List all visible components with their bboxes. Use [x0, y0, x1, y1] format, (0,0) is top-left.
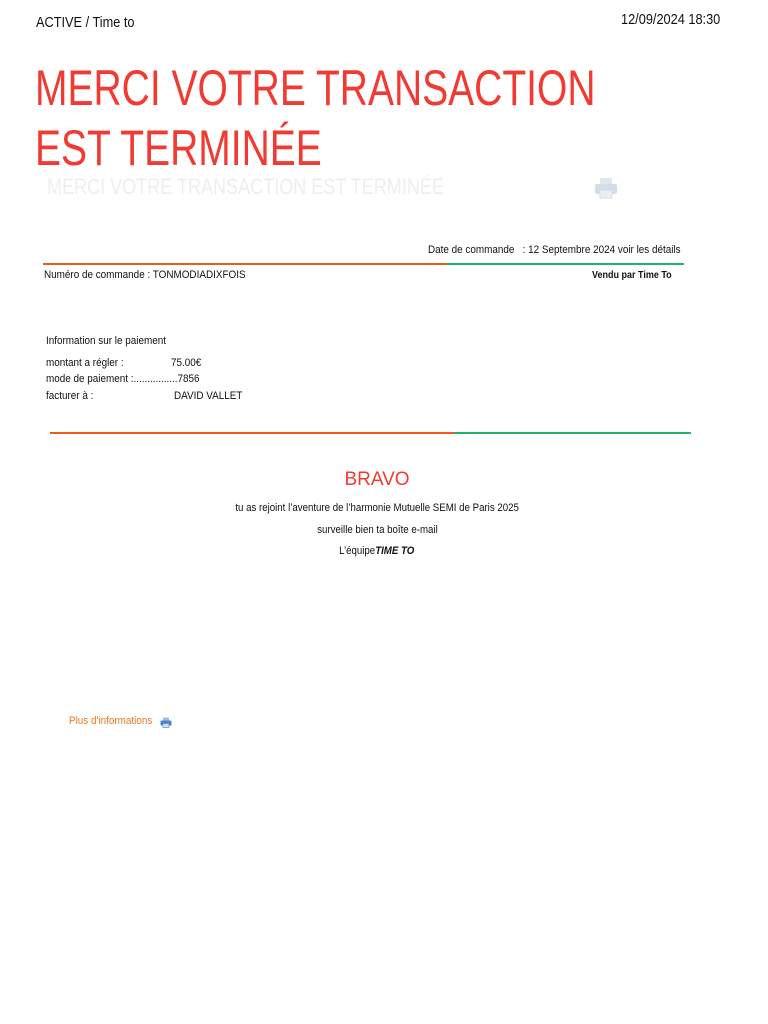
seller-label [592, 270, 681, 281]
bill-to-value-text: DAVID VALLET [174, 390, 243, 402]
page-title [35, 58, 754, 178]
divider-orange-green [43, 263, 684, 265]
more-info-link[interactable] [69, 715, 162, 727]
faded-banner-title [47, 174, 531, 200]
more-info-text: Plus d'informations [69, 715, 153, 727]
bill-to-label [46, 390, 99, 402]
order-number [44, 269, 268, 281]
datetime-text: 12/09/2024 18:30 [621, 11, 721, 28]
order-date-value[interactable]: : 12 Septembre 2024 voir les détails [522, 244, 681, 256]
payment-section-title [46, 335, 179, 347]
bill-to-value [174, 390, 250, 402]
breadcrumb [36, 14, 152, 31]
payment-mode [46, 373, 217, 385]
message-line [0, 502, 754, 514]
amount-label-text: montant a régler : [46, 357, 124, 369]
bill-to-label-text: facturer à : [46, 390, 94, 402]
seller-text: Vendu par Time To [592, 270, 672, 281]
divider-orange-green [50, 432, 691, 434]
printer-icon[interactable] [160, 717, 172, 728]
payment-title-text: Information sur le paiement [46, 335, 166, 347]
order-date [428, 244, 709, 256]
printer-icon[interactable] [594, 177, 618, 199]
bravo-text: BRAVO [344, 469, 410, 490]
page-title-line-1: MERCI VOTRE TRANSACTION [35, 60, 596, 116]
order-number-text: Numéro de commande : TONMODIADIXFOIS [44, 269, 246, 281]
amount-value [171, 357, 205, 369]
bravo-heading [0, 469, 754, 491]
signature-prefix: L’équipe [339, 545, 376, 557]
datetime-stamp [621, 11, 738, 28]
payment-mode-text: mode de paiement :................7856 [46, 373, 200, 385]
page-title-line-2: EST TERMINÉE [35, 120, 322, 176]
message-line [0, 524, 754, 536]
message-line-1: tu as rejoint l’aventure de l’harmonie Mutuelle SEMI de Paris 2025 [235, 502, 519, 514]
faded-banner-text: MERCI VOTRE TRANSACTION EST TERMINÉE [47, 174, 444, 199]
message-line-2: surveille bien ta boîte e-mail [316, 524, 438, 536]
signature-line [0, 545, 754, 557]
order-date-label: Date de commande [428, 244, 515, 256]
amount-label [46, 357, 132, 369]
amount-value-text: 75.00€ [171, 357, 202, 369]
breadcrumb-text: ACTIVE / Time to [36, 14, 135, 31]
signature-team: TIME TO [375, 545, 415, 557]
